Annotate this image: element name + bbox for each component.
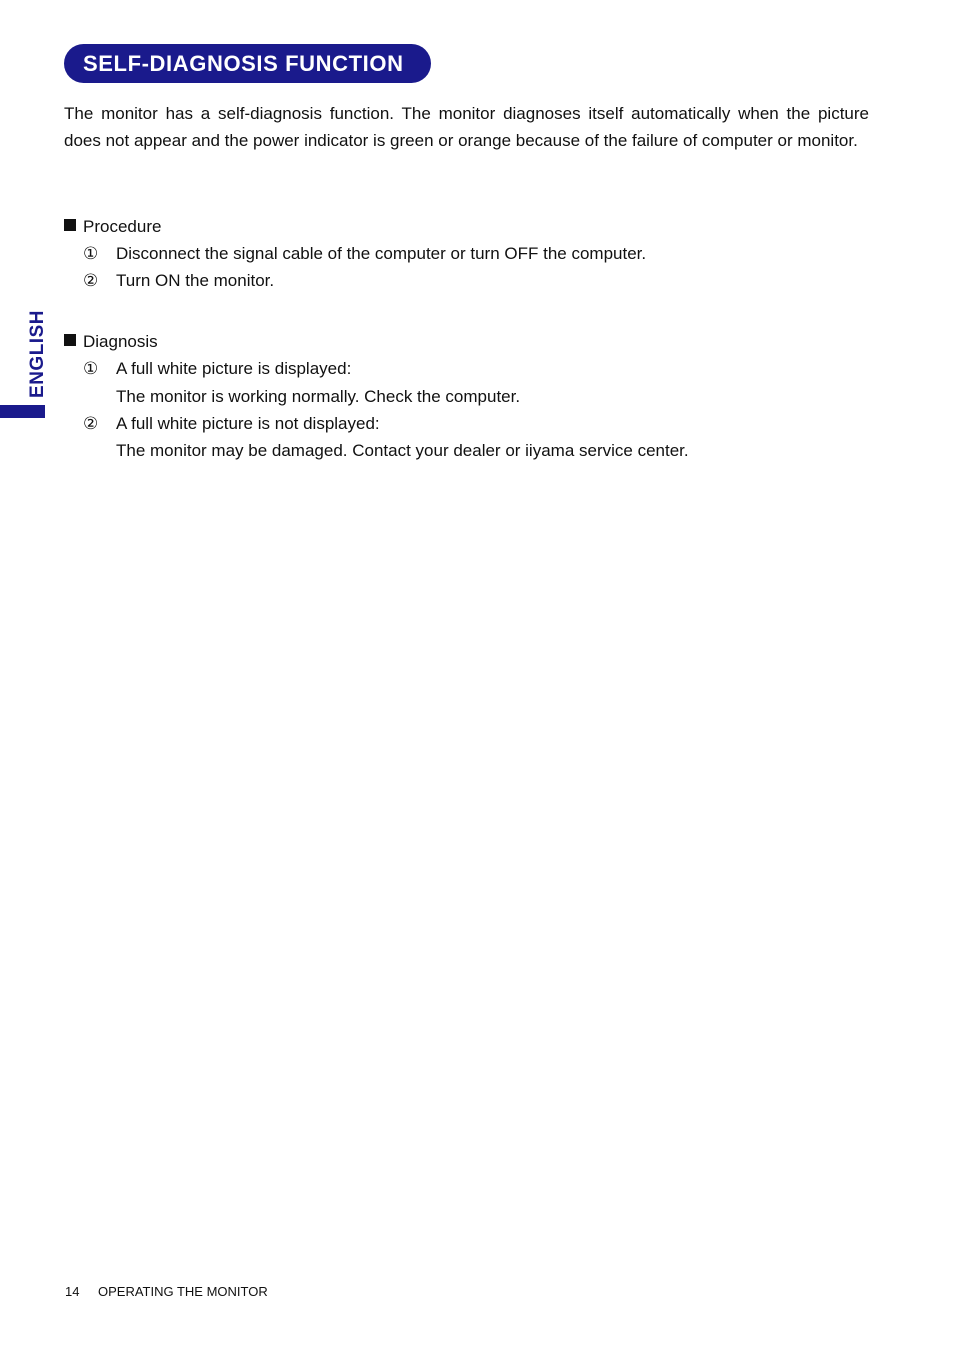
procedure-step-text: Turn ON the monitor. [116, 271, 275, 290]
page-footer [65, 1283, 268, 1301]
procedure-step-text: Disconnect the signal cable of the computer or turn OFF the computer. [116, 244, 647, 263]
procedure-heading [64, 213, 161, 240]
language-tab-label: ENGLISH [27, 310, 48, 398]
procedure-step [83, 267, 274, 294]
circled-number: ② [83, 271, 99, 290]
footer-section-title: OPERATING THE MONITOR [98, 1284, 268, 1299]
circled-number: ② [83, 414, 99, 433]
circled-number: ① [83, 244, 99, 263]
circled-number: ① [83, 359, 99, 378]
diagnosis-heading-label: Diagnosis [83, 332, 158, 351]
diagnosis-item [83, 410, 380, 437]
square-bullet-icon [64, 334, 76, 346]
square-bullet-icon [64, 219, 76, 231]
page-number: 14 [65, 1284, 80, 1299]
section-title-banner [64, 44, 431, 83]
procedure-heading-label: Procedure [83, 217, 162, 236]
intro-paragraph: The monitor has a self-diagnosis function. The monitor diagnoses itself automatically when the picture does not appear and the power indicator is green or orange because of the failure of computer or monitor. [64, 104, 869, 150]
diagnosis-condition: A full white picture is displayed: [116, 359, 352, 378]
language-tab-marker [0, 405, 45, 418]
diagnosis-result: The monitor is working normally. Check the computer. [116, 387, 521, 406]
diagnosis-result: The monitor may be damaged. Contact your dealer or iiyama service center. [116, 441, 689, 460]
procedure-step [83, 240, 646, 267]
diagnosis-condition: A full white picture is not displayed: [116, 414, 380, 433]
page-title: SELF-DIAGNOSIS FUNCTION [83, 50, 404, 76]
diagnosis-heading [64, 328, 158, 355]
diagnosis-item [83, 355, 351, 382]
